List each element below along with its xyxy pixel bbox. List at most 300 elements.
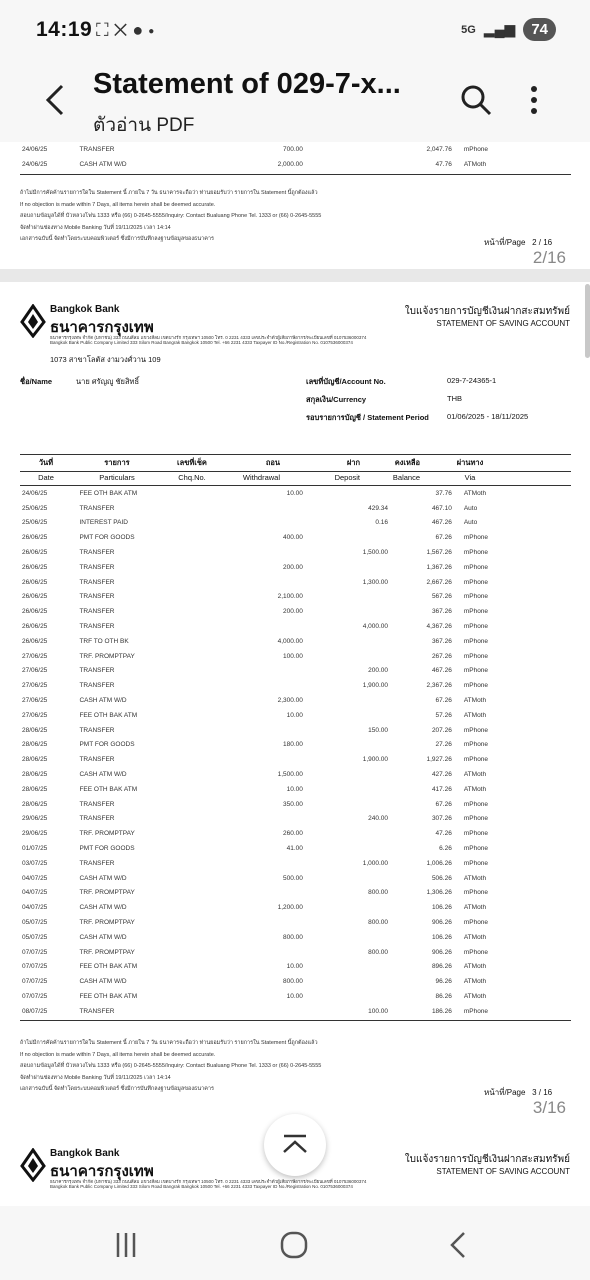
table-cell	[175, 738, 241, 753]
table-row	[20, 157, 571, 172]
column-header: คงเหลือ	[394, 458, 420, 467]
table-cell: 267.26	[431, 652, 452, 660]
table-row	[20, 797, 571, 812]
table-row	[20, 826, 571, 841]
table-cell: 37.76	[435, 489, 452, 497]
table-cell	[175, 604, 241, 619]
table-cell	[175, 560, 241, 575]
table-cell	[175, 634, 241, 649]
table-cell: TRANSFER	[79, 623, 115, 631]
table-cell	[175, 782, 241, 797]
name-label: ชื่อ/Name	[20, 377, 53, 386]
table-cell	[241, 545, 303, 560]
table-cell: 10.00	[286, 992, 303, 1000]
table-cell: 1,006.26	[426, 859, 452, 867]
table-cell: 04/07/25	[22, 874, 48, 882]
table-cell: Auto	[463, 504, 478, 512]
network-type: 5G	[461, 23, 476, 36]
table-row	[20, 560, 571, 575]
table-cell: 4,000.00	[277, 637, 303, 645]
table-cell: 26/06/25	[22, 534, 48, 542]
table-cell	[241, 516, 303, 531]
table-cell: 2,300.00	[277, 697, 303, 705]
table-cell: TRANSFER	[79, 682, 115, 690]
table-cell: 567.26	[431, 593, 452, 601]
column-header: ถอน	[265, 458, 280, 467]
table-cell	[175, 797, 241, 812]
table-cell: 26/06/25	[22, 549, 48, 557]
table-row	[20, 989, 571, 1004]
table-row	[20, 1004, 571, 1019]
app-notification-icon: ✕	[113, 20, 128, 40]
table-header	[20, 454, 571, 486]
table-cell: ATMoth	[463, 785, 487, 793]
table-cell: 106.26	[431, 904, 452, 912]
page-number-label: หน้าที่/Page 3 / 16	[484, 1088, 553, 1097]
bank-name-th: ธนาคารกรุงเทพ	[50, 319, 154, 336]
table-row	[20, 812, 571, 827]
table-cell: 1,567.26	[426, 549, 452, 557]
table-cell: TRANSFER	[79, 578, 115, 586]
table-cell	[303, 989, 388, 1004]
column-header: เลขที่เช็ค	[177, 458, 207, 467]
table-cell: mPhone	[463, 593, 489, 601]
table-cell: 01/07/25	[22, 845, 48, 853]
name-value: นาย ศรัญญู ชัยสิทธิ์	[76, 377, 140, 386]
table-row	[20, 708, 571, 723]
table-cell: mPhone	[463, 563, 489, 571]
table-cell	[303, 871, 388, 886]
table-cell: CASH ATM W/D	[79, 933, 127, 941]
table-cell	[241, 619, 303, 634]
recent-apps-button[interactable]	[106, 1228, 146, 1262]
table-cell: mPhone	[463, 741, 489, 749]
scrollbar-thumb[interactable]	[585, 284, 590, 358]
table-cell: mPhone	[463, 726, 489, 734]
table-row	[20, 649, 571, 664]
table-cell: 25/06/25	[22, 504, 48, 512]
period-label: รอบรายการบัญชี / Statement Period	[306, 413, 429, 422]
table-cell: ATMoth	[463, 992, 487, 1000]
table-cell: mPhone	[463, 815, 489, 823]
table-cell	[175, 530, 241, 545]
table-cell: TRF. PROMPTPAY	[79, 948, 135, 956]
table-cell: 28/06/25	[22, 741, 48, 749]
table-cell: 26/06/25	[22, 623, 48, 631]
table-row	[20, 915, 571, 930]
table-cell: mPhone	[463, 549, 489, 557]
table-cell: 427.26	[431, 771, 452, 779]
table-cell	[241, 915, 303, 930]
table-cell: 25/06/25	[22, 519, 48, 527]
back-arrow-icon	[38, 80, 74, 120]
table-cell: 07/07/25	[22, 992, 48, 1000]
table-cell: 27/06/25	[22, 652, 48, 660]
table-cell	[175, 575, 241, 590]
table-cell: 800.00	[368, 889, 389, 897]
table-cell: FEE OTH BAK ATM	[79, 992, 138, 1000]
table-cell	[303, 486, 388, 501]
table-cell: 86.26	[435, 992, 452, 1000]
table-cell: 417.26	[431, 785, 452, 793]
table-cell	[175, 678, 241, 693]
more-options-button[interactable]	[522, 82, 546, 118]
back-icon	[440, 1228, 480, 1262]
app-bar	[0, 62, 590, 142]
table-cell: 896.26	[431, 963, 452, 971]
table-cell: 28/06/25	[22, 771, 48, 779]
table-cell	[241, 812, 303, 827]
system-nav-bar	[0, 1206, 590, 1280]
page2-transactions	[20, 142, 571, 172]
table-cell: 200.00	[283, 608, 303, 616]
table-cell: 260.00	[283, 830, 303, 838]
table-cell	[175, 974, 241, 989]
table-row	[20, 575, 571, 590]
table-cell: 1,500.00	[277, 771, 303, 779]
table-cell	[175, 812, 241, 827]
dot-icon: ●	[148, 25, 155, 37]
table-cell	[303, 974, 388, 989]
table-cell: 367.26	[431, 637, 452, 645]
table-row	[20, 545, 571, 560]
table-cell: 26/06/25	[22, 608, 48, 616]
table-cell: ATMoth	[463, 963, 487, 971]
table-cell: 29/06/25	[22, 815, 48, 823]
table-cell: TRANSFER	[79, 145, 115, 153]
table-cell: TRANSFER	[79, 726, 115, 734]
table-cell: 24/06/25	[22, 145, 48, 153]
table-cell: FEE OTH BAK ATM	[79, 711, 138, 719]
table-cell	[303, 142, 388, 157]
table-cell: ATMoth	[463, 697, 487, 705]
table-cell: 180.00	[283, 741, 303, 749]
search-icon	[458, 82, 494, 118]
table-cell	[241, 856, 303, 871]
table-cell: TRANSFER	[79, 549, 115, 557]
table-cell: 10.00	[286, 963, 303, 971]
table-cell: 1,900.00	[362, 682, 389, 690]
table-cell	[175, 900, 241, 915]
table-row	[20, 945, 571, 960]
table-row	[20, 738, 571, 753]
column-header: Particulars	[99, 473, 135, 482]
search-button[interactable]	[458, 82, 494, 118]
table-row	[20, 886, 571, 901]
table-cell	[303, 604, 388, 619]
table-row	[20, 930, 571, 945]
table-cell: mPhone	[463, 652, 489, 660]
table-cell	[241, 575, 303, 590]
table-cell	[175, 989, 241, 1004]
table-cell	[303, 649, 388, 664]
table-cell: 27/06/25	[22, 697, 48, 705]
table-cell: 4,000.00	[362, 623, 389, 631]
table-cell: ATMoth	[463, 489, 487, 497]
table-cell: 1,900.00	[362, 756, 389, 764]
table-cell	[175, 590, 241, 605]
table-cell: TRF TO OTH BK	[79, 637, 129, 645]
table-cell: 2,000.00	[277, 160, 303, 168]
table-cell	[175, 501, 241, 516]
table-cell: 150.00	[368, 726, 389, 734]
table-cell: 367.26	[431, 608, 452, 616]
table-row	[20, 501, 571, 516]
table-cell	[175, 486, 241, 501]
table-cell: INTEREST PAID	[79, 519, 128, 527]
currency-label: สกุลเงิน/Currency	[306, 395, 367, 404]
table-cell: TRANSFER	[79, 815, 115, 823]
table-row	[20, 486, 571, 501]
table-cell: CASH ATM W/D	[79, 697, 127, 705]
account-value: 029-7-24365-1	[447, 376, 497, 385]
table-cell	[175, 886, 241, 901]
table-cell: TRANSFER	[79, 756, 115, 764]
table-cell	[303, 782, 388, 797]
table-cell: 500.00	[283, 874, 303, 882]
table-row	[20, 142, 571, 157]
table-cell: mPhone	[463, 845, 489, 853]
table-cell: 10.00	[286, 785, 303, 793]
table-cell: 1,367.26	[426, 563, 452, 571]
table-cell: TRANSFER	[79, 859, 115, 867]
table-cell: 26/06/25	[22, 563, 48, 571]
document-title-en: STATEMENT OF SAVING ACCOUNT	[436, 1167, 570, 1176]
column-header: วันที่	[38, 458, 54, 467]
battery-indicator: 74	[523, 18, 556, 41]
table-cell: CASH ATM W/D	[79, 771, 127, 779]
table-cell: 1,306.26	[426, 889, 452, 897]
table-cell: ATMoth	[463, 933, 487, 941]
page2-footer: ถ้าไม่มีการคัดค้านรายการใดใน Statement นี้ ภายใน 7 วัน ธนาคารจะถือว่า ท่านยอมรับว่า รายการใน Statement นี้ถูกต้องแล้ว If no objection is made within 7 Days, all items herein shall be deemed accurate. สอบถามข้อมูลได้ที่ บัวหลวงโฟน 1333 หรือ (66) 0-2645-5555/Inquiry: Contact Bualuang Phone Tel. 1333 or (66) 0-2645-5555 จัดทำผ่านช่องทาง Mobile Banking วันที่ 19/11/2025 เวลา 14:14 เอกสารฉบับนี้ จัดทำโดยระบบคอมพิวเตอร์ ซึ่งมีการบันทึกลงฐานข้อมูลของธนาคาร	[20, 190, 322, 242]
page3-transactions	[20, 486, 571, 1019]
divider	[20, 174, 571, 175]
table-cell: ATMoth	[463, 771, 487, 779]
table-cell: TRF. PROMPTPAY	[79, 652, 135, 660]
table-cell: TRF. PROMPTPAY	[79, 919, 135, 926]
table-cell: CASH ATM W/D	[79, 978, 127, 986]
table-cell: 307.26	[431, 815, 452, 823]
recents-icon	[106, 1228, 146, 1262]
table-row	[20, 841, 571, 856]
table-cell: 100.00	[283, 652, 303, 660]
table-cell: 700.00	[283, 145, 303, 153]
table-cell: TRANSFER	[79, 667, 115, 675]
table-cell	[241, 664, 303, 679]
table-cell: PMT FOR GOODS	[79, 845, 135, 853]
notification-icons	[96, 20, 154, 41]
table-cell: mPhone	[463, 637, 489, 645]
back-nav-button[interactable]	[440, 1228, 480, 1262]
table-cell	[175, 871, 241, 886]
table-cell: mPhone	[463, 1007, 489, 1015]
table-cell	[175, 945, 241, 960]
table-cell	[175, 930, 241, 945]
table-cell	[241, 723, 303, 738]
table-cell: mPhone	[463, 534, 489, 542]
currency-value: THB	[447, 394, 462, 403]
page-indicator: 3/16	[532, 1098, 566, 1117]
table-cell: TRANSFER	[79, 504, 115, 512]
table-cell	[175, 516, 241, 531]
table-cell: 47.26	[435, 830, 452, 838]
column-header: Date	[38, 473, 54, 482]
table-cell: 41.00	[286, 845, 303, 853]
column-header: Chq.No.	[178, 473, 206, 482]
table-cell: 28/06/25	[22, 800, 48, 808]
table-cell: 207.26	[431, 726, 452, 734]
table-cell: 106.26	[431, 933, 452, 941]
table-cell: 1,000.00	[362, 859, 389, 867]
table-cell: ATMoth	[463, 904, 487, 912]
table-cell: 27/06/25	[22, 711, 48, 719]
table-cell	[303, 960, 388, 975]
table-cell: 10.00	[286, 489, 303, 497]
table-cell: 200.00	[283, 563, 303, 571]
table-cell: 96.26	[435, 978, 452, 986]
table-cell: 04/07/25	[22, 889, 48, 897]
table-cell	[241, 752, 303, 767]
table-cell: PMT FOR GOODS	[79, 741, 135, 749]
table-cell	[303, 738, 388, 753]
column-header: ผ่านทาง	[456, 458, 484, 467]
table-cell: mPhone	[463, 859, 489, 867]
table-cell: TRANSFER	[79, 608, 115, 616]
table-cell: mPhone	[463, 756, 489, 764]
bank-address-th: ธนาคารกรุงเทพ จำกัด (มหาชน) 333 ถนนสีลม แขวงสีลม เขตบางรัก กรุงเทพฯ 10500 โทร. 0 2231 4333 เลขประจำตัวผู้เสียภาษีอากร/ทะเบียนเลขที่ 0107536000374	[50, 1179, 367, 1184]
table-cell: ATMoth	[463, 874, 487, 882]
table-cell: FEE OTH BAK ATM	[79, 489, 138, 497]
table-cell: 1,300.00	[362, 578, 389, 586]
table-cell: ATMoth	[463, 160, 487, 168]
table-cell: 800.00	[368, 948, 389, 956]
table-row	[20, 752, 571, 767]
table-cell: 1,927.26	[426, 756, 452, 764]
table-cell	[175, 1004, 241, 1019]
table-cell	[303, 693, 388, 708]
table-cell: 2,367.26	[426, 682, 452, 690]
back-button[interactable]	[38, 80, 74, 120]
pdf-viewer[interactable]	[0, 142, 590, 1206]
pdf-page-3	[0, 282, 590, 1206]
table-cell: 1,500.00	[362, 549, 389, 557]
document-title-th: ใบแจ้งรายการบัญชีเงินฝากสะสมทรัพย์	[404, 306, 570, 317]
table-cell: 27/06/25	[22, 667, 48, 675]
table-cell: 28/06/25	[22, 726, 48, 734]
table-cell: 47.76	[435, 160, 452, 168]
table-cell: FEE OTH BAK ATM	[79, 785, 138, 793]
table-cell: 400.00	[283, 534, 303, 542]
column-header: Withdrawal	[242, 473, 280, 482]
table-cell: 07/07/25	[22, 978, 48, 986]
table-cell: 0.16	[375, 519, 389, 527]
table-cell: 04/07/25	[22, 904, 48, 912]
table-cell	[175, 693, 241, 708]
table-cell: mPhone	[463, 830, 489, 838]
table-cell: 08/07/25	[22, 1007, 48, 1015]
table-cell	[175, 619, 241, 634]
table-cell: 27/06/25	[22, 682, 48, 690]
table-cell	[303, 560, 388, 575]
table-cell: 67.26	[435, 697, 452, 705]
table-cell: 24/06/25	[22, 160, 48, 168]
period-value: 01/06/2025 - 18/11/2025	[447, 412, 529, 421]
table-cell: 26/06/25	[22, 637, 48, 645]
page-number-label: หน้าที่/Page 2 / 16	[484, 238, 553, 247]
document-title-th: ใบแจ้งรายการบัญชีเงินฝากสะสมทรัพย์	[404, 1154, 570, 1165]
table-cell: 200.00	[368, 667, 389, 675]
table-cell: 6.26	[439, 845, 452, 853]
document-title-en: STATEMENT OF SAVING ACCOUNT	[436, 319, 570, 328]
bank-name-th: ธนาคารกรุงเทพ	[50, 1163, 154, 1180]
table-row	[20, 664, 571, 679]
bank-address-th: ธนาคารกรุงเทพ จำกัด (มหาชน) 333 ถนนสีลม แขวงสีลม เขตบางรัก กรุงเทพฯ 10500 โทร. 0 2231 4333 เลขประจำตัวผู้เสียภาษีอากร/ทะเบียนเลขที่ 0107536000374	[50, 335, 367, 340]
table-cell: 800.00	[283, 978, 303, 986]
table-cell: 2,047.76	[426, 145, 452, 153]
table-cell	[175, 545, 241, 560]
clock: 14:19	[36, 18, 93, 41]
table-cell	[241, 678, 303, 693]
table-cell	[175, 826, 241, 841]
table-cell	[303, 900, 388, 915]
table-cell: 28/06/25	[22, 756, 48, 764]
table-cell: 29/06/25	[22, 830, 48, 838]
table-cell	[175, 915, 241, 930]
bank-name-en: Bangkok Bank	[50, 304, 120, 315]
table-row	[20, 619, 571, 634]
table-row	[20, 960, 571, 975]
table-cell	[175, 142, 241, 157]
table-cell: 467.26	[431, 519, 452, 527]
table-row	[20, 590, 571, 605]
table-cell: ATMoth	[463, 978, 487, 986]
table-cell: 506.26	[431, 874, 452, 882]
home-icon	[274, 1228, 314, 1262]
table-cell: mPhone	[463, 623, 489, 631]
table-cell: 1,200.00	[277, 904, 303, 912]
column-header: Balance	[392, 473, 420, 482]
scroll-to-top-button[interactable]	[264, 1114, 326, 1176]
table-cell: 10.00	[286, 711, 303, 719]
table-cell: TRF. PROMPTPAY	[79, 830, 135, 838]
table-cell	[175, 157, 241, 172]
table-cell: 28/06/25	[22, 785, 48, 793]
table-cell	[303, 708, 388, 723]
bank-address-en: Bangkok Bank Public Company Limited 333 Silom Road Bangrak Bangkok 10500 Tel. +66 2231 4333 Taxpayer ID No./Registration No. 0107536000374	[50, 340, 353, 345]
status-bar	[0, 0, 590, 62]
table-cell: 26/06/25	[22, 593, 48, 601]
table-row	[20, 782, 571, 797]
table-cell: ATMoth	[463, 711, 487, 719]
table-cell: 2,667.26	[426, 578, 452, 586]
pdf-page-2	[0, 142, 590, 269]
chevron-up-icon	[264, 1114, 326, 1176]
table-cell: 57.26	[435, 711, 452, 719]
table-cell: 67.26	[435, 800, 452, 808]
bangkok-bank-logo	[20, 1148, 46, 1182]
divider	[20, 1020, 571, 1021]
table-cell: mPhone	[463, 667, 489, 675]
table-cell	[241, 1004, 303, 1019]
table-cell	[303, 797, 388, 812]
table-cell: mPhone	[463, 948, 489, 956]
page-indicator: 2/16	[532, 248, 566, 267]
home-button[interactable]	[274, 1228, 314, 1262]
table-cell: 906.26	[431, 919, 452, 926]
table-cell: mPhone	[463, 608, 489, 616]
table-cell: 24/06/25	[22, 489, 48, 497]
account-label: เลขที่บัญชี/Account No.	[306, 377, 386, 386]
